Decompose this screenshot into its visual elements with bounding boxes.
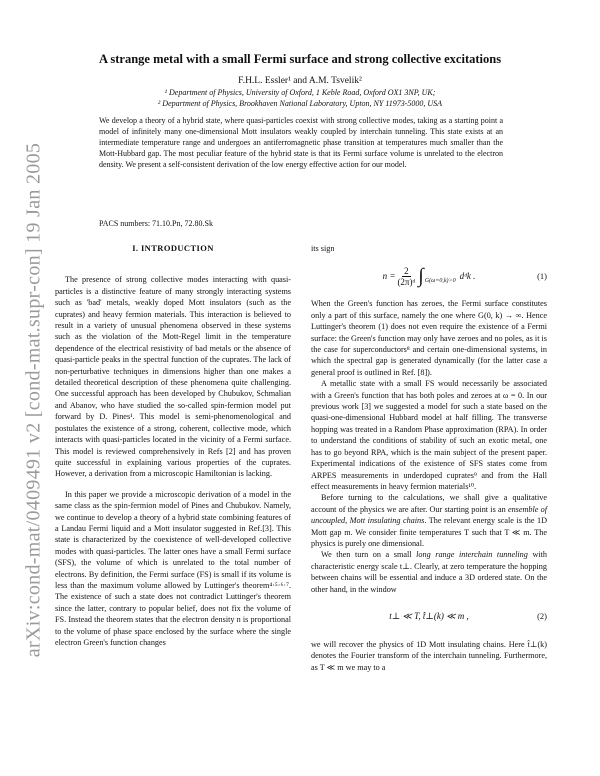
equation-2 — [311, 603, 547, 631]
pacs-numbers: PACS numbers: 71.10.Pn, 72.80.Sk — [99, 219, 213, 228]
arxiv-identifier-sidebar — [14, 120, 54, 680]
body-paragraph-1: When the Green's function has zeroes, the Fermi surface constitutes only a part of this surface, namely the one where G(0, k) → ∞. Hence Luttinger's theorem (1) does not even require the existence of a Fermi surface: the Green's function may only have zeroes and no poles, as it is the case for superconductors⁸ and certain one-dimensional systems, in which the spectral gap is generated dynamically (for the latter case a general proof is outlined in Ref. [8]). — [311, 299, 547, 377]
body-paragraph-3 — [311, 492, 547, 549]
equation-1-number: (1) — [537, 270, 547, 281]
equation-1-subscript: G(ω=0,k)>0 — [424, 277, 456, 284]
body-paragraph-4-a: We then turn on a small — [321, 550, 417, 560]
equation-1-denominator: (2π)ᵈ — [397, 276, 416, 287]
arxiv-identifier: arXiv:cond-mat/0409491 v2 [cond-mat.supr-con] 19 Jan 2005 — [22, 142, 45, 658]
integral-sign: ∫ — [418, 265, 424, 288]
body-paragraph-4-emphasis: long range interchain tunneling — [416, 550, 528, 560]
body-paragraph-4 — [311, 549, 547, 595]
equation-1-fraction — [397, 266, 415, 287]
affiliation-brookhaven: ² Department of Physics, Brookhaven National Laboratory, Upton, NY 11973-5000, USA — [157, 99, 443, 108]
left-column — [55, 243, 291, 648]
equation-1-lhs: n = — [382, 270, 396, 281]
paper-title: A strange metal with a small Fermi surface and strong collective excitations — [98, 52, 502, 66]
paper-authors: F.H.L. Essler¹ and A.M. Tsvelik² — [238, 76, 362, 86]
body-paragraph-5: we will recover the physics of 1D Mott insulating chains. Here t̂⊥(k) denotes the Fourier transform of the interchain tunneling. Furthermore, as T ≪ m we may to a — [311, 639, 547, 672]
equation-2-body: t⊥ ≪ T, t̂⊥(k) ≪ m , — [389, 611, 469, 622]
affiliation-oxford: ¹ Department of Physics, University of Oxford, 1 Keble Road, Oxford OX1 3NP, UK; — [164, 88, 436, 97]
body-paragraph-3-a: Before turning to the calculations, we shall give a qualitative account of the physics we are after. Our starting point is an — [311, 493, 547, 514]
abstract: We develop a theory of a hybrid state, where quasi-particles coexist with strong collective modes, taking as a starting point a model of infinitely many one-dimensional Mott insulators weakly coupled by interchain tunneling. This state exists at an intermediate temperature range and undergoes an antiferromagnetic phase transition at temperatures much smaller than the Mott-Hubbard gap. The most peculiar feature of the hybrid state is that its Fermi surface volume is unrelated to the electron density. We present a self-consistent derivation of the low energy effective action for our model. — [99, 116, 503, 169]
paragraph-continuation: its sign — [311, 244, 335, 253]
equation-2-number: (2) — [537, 611, 547, 622]
intro-paragraph-2: In this paper we provide a microscopic derivation of a model in the same class as the spin-fermion model of Pines and Chubukov. Namely, we continue to develop a theory of a hybrid state combining features of a Landau Fermi liquid and a Mott insulator suggested in Ref.[3]. This state is characterized by the coexistence of well-developed collective modes with quasi-particles. The latter ones have a small Fermi surface (SFS), the volume of which is unrelated to the total number of electrons. By definition, the Fermi surface (FS) is small if its volume is less than the maximum volume allowed by Luttinger's theorem⁴·⁵·⁶·⁷. The existence of such a state does not contradict Luttinger's theorem since the latter, contrary to popular belief, does not fix the volume of FS. Instead the theorem states that the electron density n is proportional to the volume of phase space enclosed by the surface where the single electron Green's function changes — [55, 489, 291, 647]
section-heading-introduction: I. INTRODUCTION — [132, 243, 214, 253]
body-paragraph-3-emphasis: ensemble of uncoupled, Mott insulating chains — [311, 504, 547, 526]
equation-1-numerator: 2 — [404, 265, 409, 276]
body-paragraph-2: A metallic state with a small FS would necessarily be associated with a Green's function that has both poles and zeroes at ω = 0. In our previous work [3] we suggested a model for such a state based on the quasi-one-dimensional Hubbard model at half filling. The transverse hopping was treated in a Random Phase approximation (RPA). In order to understand the conditions of stability of such an exotic metal, one has to go beyond RPA, which is the main subject of the present paper. Experimental indications of the existence of SFS states come from ARPES measurements in underdoped cuprates⁹ and from the Hall effect measurements in heavy fermion materials¹⁰. — [311, 379, 547, 491]
equation-1 — [311, 262, 547, 290]
body-paragraph-3-b: . The relevant energy scale is the 1D Mott gap m. We consider finite temperatures T such that T ≪ m. The physics is purely one dimensional. — [311, 516, 547, 548]
body-paragraph-4-b: with characteristic energy scale t⊥. Clearly, at zero temperature the hopping between chains will be essential and induce a 3D ordered state. On the other hand, in the window — [311, 550, 547, 594]
right-column — [311, 243, 547, 673]
intro-paragraph-1: The presence of strong collective modes interacting with quasi-particles is a distinctive feature of many strongly interacting systems such as 'bad' metals, weakly doped Mott insulators (such as the cuprates) and heavy fermion materials. This interaction is believed to result in a variety of unusual phenomena observed in these systems such as the violation of the Mott-Regel limit in the temperature dependence of the electrical resistivity of bad metals or the absence of quasi-particle peaks in the spectral function of the cuprates. The lack of non-perturbative techniques in dimensions higher than one makes a detailed theoretical description of these phenomena quite challenging. One successful approach has been developed by Chubukov, Schmalian and Abanov, who have studied the so-called spin-fermion model put forward by D. Pines¹. This model is semi-phenomenological and postulates the existence of a strong, coherent, collective mode, which interacts with quasi-particles located in the vicinity of a Fermi surface. This model is reviewed comprehensively in Refs [2] and has proven quite successful in explaining various properties of the cuprates. However, a derivation from a microscopic Hamiltonian is lacking. — [55, 275, 291, 479]
equation-1-integrand: dᵈk . — [459, 270, 476, 281]
